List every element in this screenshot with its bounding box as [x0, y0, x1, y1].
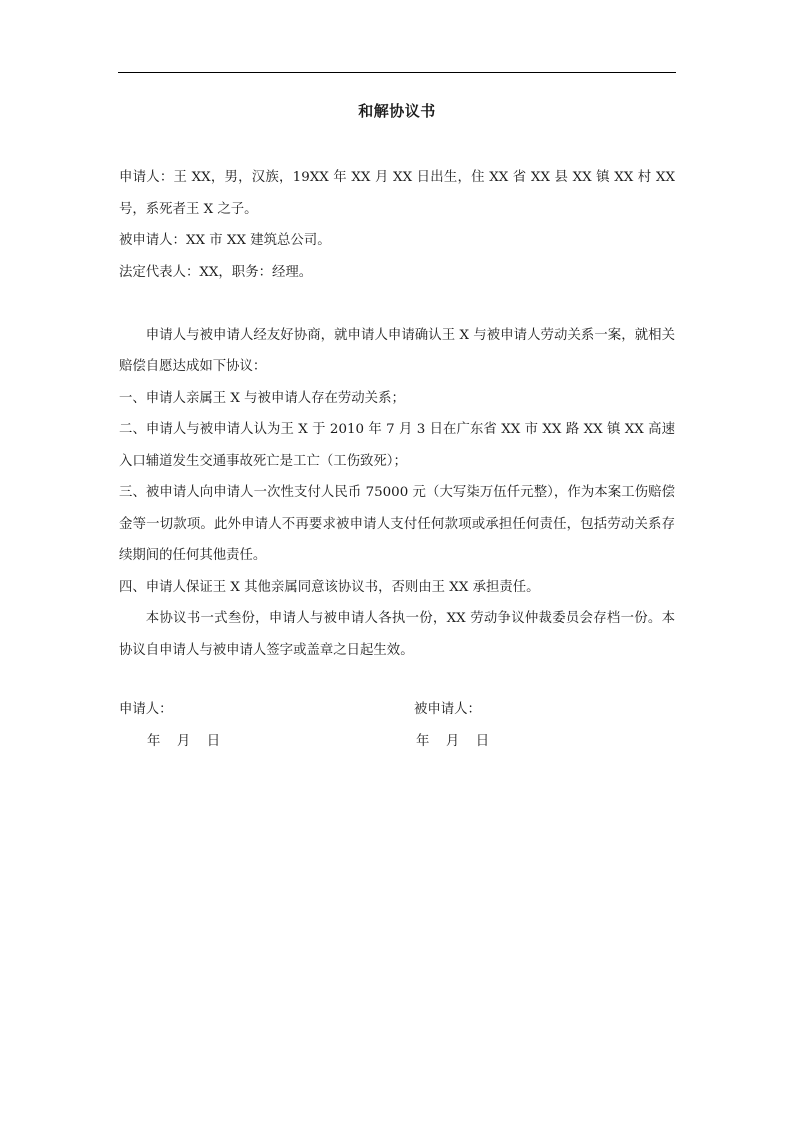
clause-3: 三、被申请人向申请人一次性支付人民币 75000 元（大写柒万伍仟元整），作为本案工伤赔偿金等一切款项。此外申请人不再要求被申请人支付任何款项或承担任何责任，包括劳动关系存续期间的任何其他责任。	[119, 485, 675, 563]
paragraph-gap	[119, 288, 675, 320]
respondent-signature-block	[414, 694, 489, 758]
legal-rep-paragraph: 法定代表人：XX，职务：经理。	[119, 264, 313, 280]
applicant-signature-date	[119, 726, 220, 758]
closing-paragraph: 本协议书一式叁份，申请人与被申请人各执一份，XX 劳动争议仲裁委员会存档一份。本协议自申请人与被申请人签字或盖章之日起生效。	[119, 611, 675, 658]
respondent-signature-date	[414, 726, 489, 758]
respondent-date-text: 年 月 日	[416, 734, 490, 749]
clause-4: 四、申请人保证王 X 其他亲属同意该协议书，否则由王 XX 承担责任。	[119, 579, 540, 595]
document-title: 和解协议书	[358, 102, 436, 120]
applicant-signature-label: 申请人：	[119, 702, 173, 717]
applicant-paragraph: 申请人：王 XX，男，汉族，19XX 年 XX 月 XX 日出生，住 XX 省 XX 县 XX 镇 XX 村 XX 号，系死者王 X 之子。	[119, 170, 675, 217]
document-body	[119, 162, 675, 666]
intro-paragraph: 申请人与被申请人经友好协商，就申请人申请确认王 X 与被申请人劳动关系一案，就相关赔偿自愿达成如下协议：	[119, 327, 675, 374]
clause-1: 一、申请人亲属王 X 与被申请人存在劳动关系；	[119, 390, 405, 406]
respondent-paragraph: 被申请人：XX 市 XX 建筑总公司。	[119, 233, 331, 248]
clause-2: 二、申请人与被申请人认为王 X 于 2010 年 7 月 3 日在广东省 XX 市 XX 路 XX 镇 XX 高速入口辅道发生交通事故死亡是工亡（工伤致死）；	[119, 422, 675, 469]
applicant-date-text: 年 月 日	[147, 734, 221, 749]
header-rule	[118, 72, 676, 73]
applicant-signature-block	[119, 694, 220, 758]
respondent-signature-label: 被申请人：	[414, 702, 481, 717]
